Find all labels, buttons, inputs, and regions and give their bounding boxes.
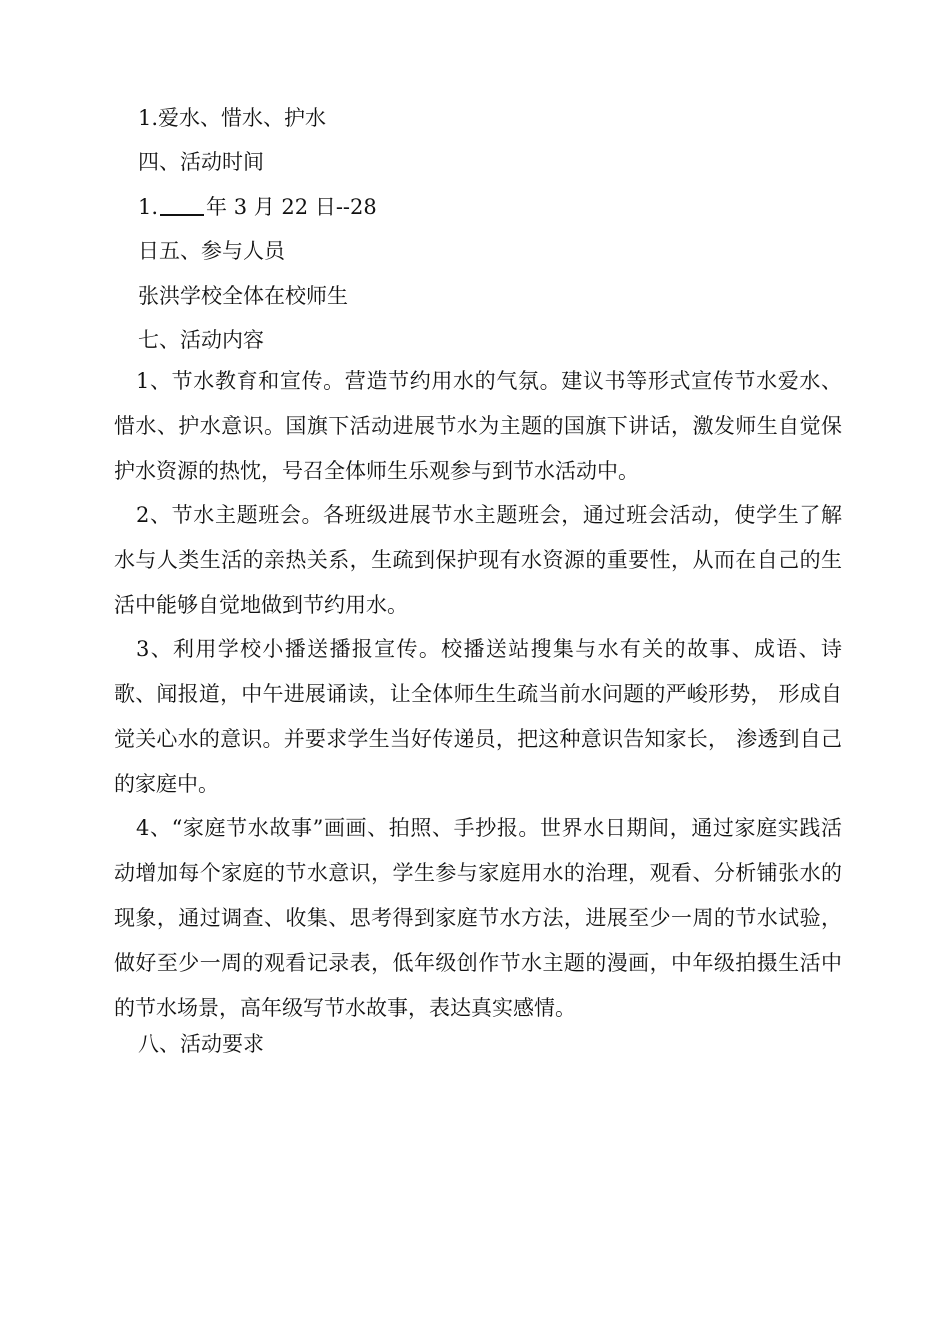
date-blank [160,194,204,216]
paragraph-2: 2、节水主题班会。各班级进展节水主题班会，通过班会活动，使学生了解水与人类生活的亲热关系，生疏到保护现有水资源的重要性，从而在自己的生活中能够自觉地做到节约用水。 [114,503,842,617]
heading-participants: 日五、参与人员 [138,239,285,263]
line-aim: 1.爱水、惜水、护水 [138,106,327,130]
line-date [138,193,866,221]
date-prefix: 1. [138,195,159,219]
paragraph-1: 1、节水教育和宣传。营造节约用水的气氛。建议书等形式宣传节水爱水、惜水、护水意识。国旗下活动进展节水为主题的国旗下讲话，激发师生自觉保护水资源的热忱，号召全体师生乐观参与到节水活动中。 [114,369,842,483]
heading-activity-requirements: 八、活动要求 [138,1032,264,1056]
heading-activity-time: 四、活动时间 [138,150,264,174]
paragraph-3: 3、利用学校小播送播报宣传。校播送站搜集与水有关的故事、成语、诗歌、闻报道，中午进展诵读，让全体师生生疏当前水问题的严峻形势， 形成自觉关心水的意识。并要求学生当好传递员，把这种意识告知家长， 渗透到自己的家庭中。 [114,637,842,796]
line-participants: 张洪学校全体在校师生 [138,284,348,308]
paragraph-4: 4、“家庭节水故事”画画、拍照、手抄报。世界水日期间，通过家庭实践活动增加每个家庭的节水意识，学生参与家庭用水的治理，观看、分析铺张水的现象，通过调查、收集、思考得到家庭节水方法，进展至少一周的节水试验，做好至少一周的观看记录表，低年级创作节水主题的漫画，中年级拍摄生活中的节水场景，高年级写节水故事，表达真实感情。 [114,816,842,1020]
date-suffix: 年 3 月 22 日--28 [206,195,377,219]
heading-activity-content: 七、活动内容 [138,328,264,352]
